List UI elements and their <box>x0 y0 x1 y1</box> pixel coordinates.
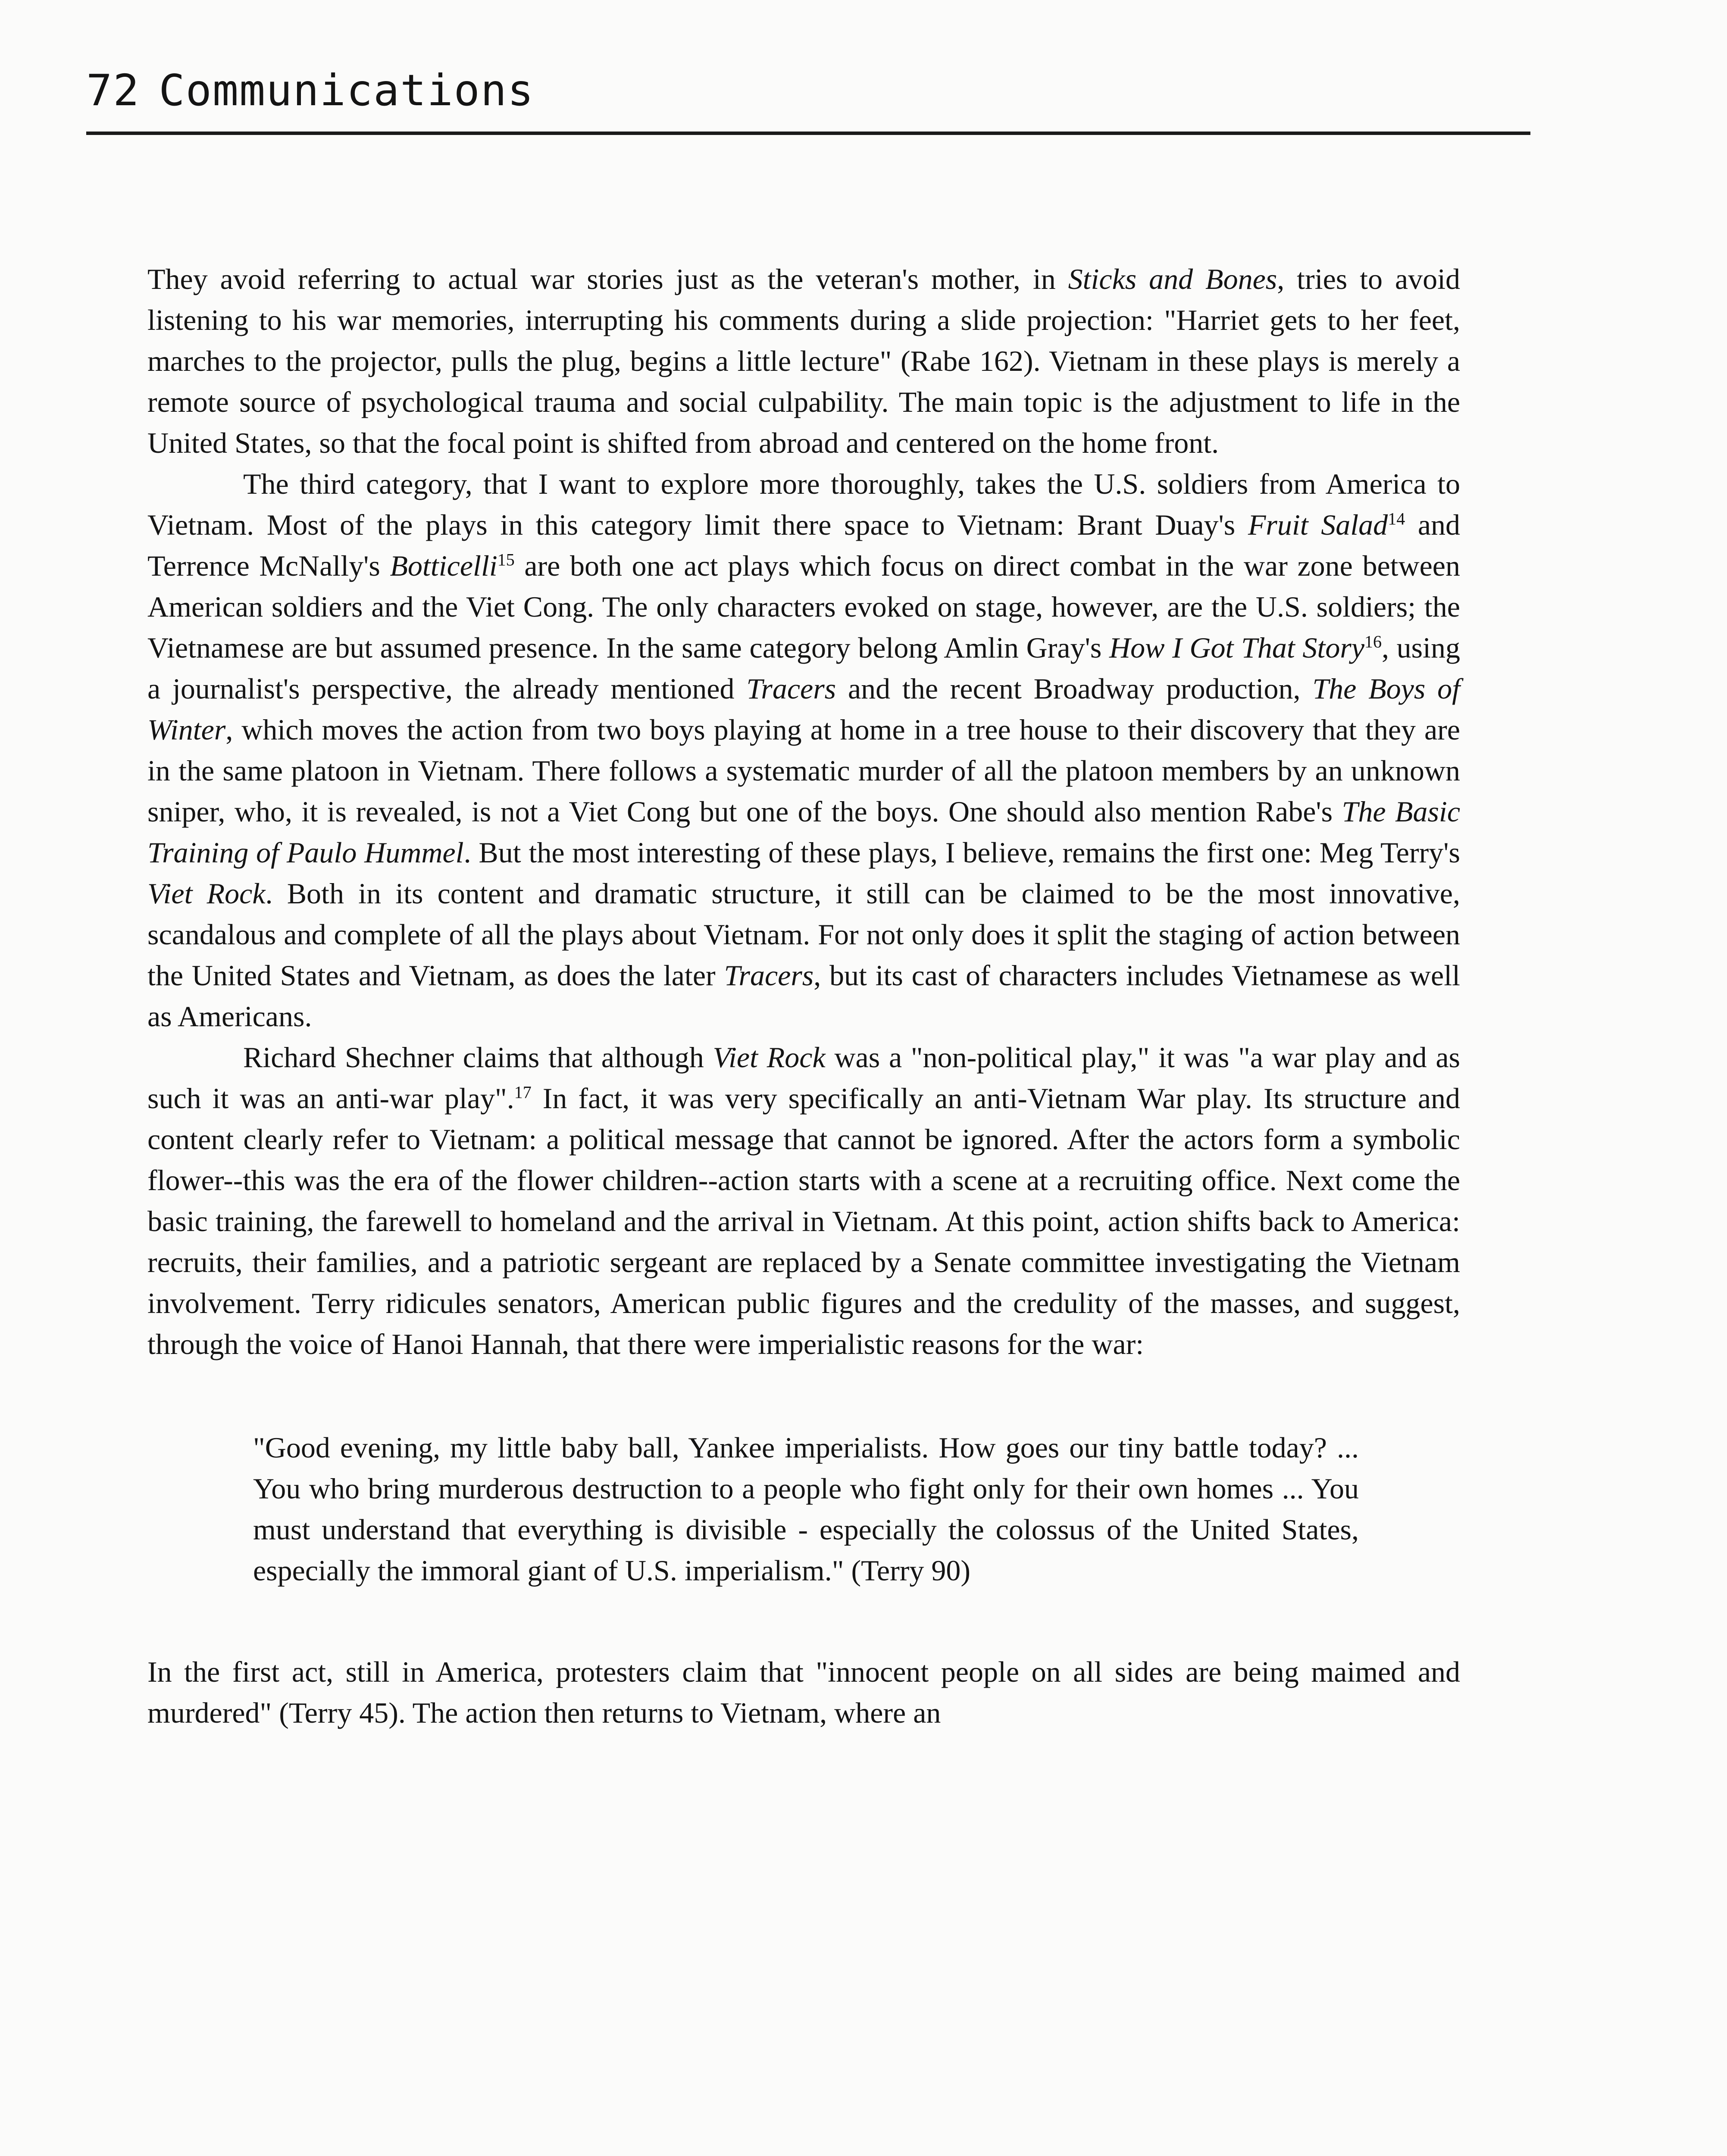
play-title: Viet Rock <box>147 877 266 910</box>
page-number: 72 <box>86 65 140 116</box>
text-run: . Both in its content and dramatic structure, it still can be claimed to be the most innovative, scandalous and complete of all the plays about Vietnam. For not only does it split the staging of action between the United States and Vietnam, as does the later <box>147 877 1460 992</box>
text-run: . But the most interesting of these plays, I believe, remains the first one: Meg Terry's <box>463 836 1460 869</box>
header-rule <box>86 132 1530 135</box>
play-title: How I Got That Story <box>1109 631 1364 664</box>
paragraph-3 <box>147 1037 1460 1365</box>
play-title: Botticelli <box>390 549 497 582</box>
text-run: , using a journalist's perspective, the already mentioned <box>147 631 1460 705</box>
play-title: The Boys of Winter <box>147 672 1461 746</box>
play-title: Viet Rock <box>713 1041 826 1074</box>
block-quote: "Good evening, my little baby ball, Yankee imperialists. How goes our tiny battle today? ... You who bring murderous destruction to a people who fight only for their own homes ... You must understand that everything is divisible - especially the colossus of the United States, especially the immoral giant of U.S. imperialism." (Terry 90) <box>253 1431 1359 1587</box>
section-title: Communications <box>159 65 535 116</box>
paragraph-2 <box>147 464 1460 1037</box>
running-head <box>86 65 1530 116</box>
text-run: , but its cast of characters includes Vietnamese as well as Americans. <box>147 959 1460 1033</box>
text-run: Richard Shechner claims that although <box>243 1041 713 1074</box>
play-title: Fruit Salad <box>1248 508 1388 541</box>
footnote-marker: 15 <box>497 550 515 570</box>
text-run: and the recent Broadway production, <box>836 672 1313 705</box>
page-header <box>86 65 1530 116</box>
paragraph-4: In the first act, still in America, protesters claim that "innocent people on all sides are being maimed and murdered" (Terry 45). The action then returns to Vietnam, where an <box>147 1655 1460 1729</box>
play-title: Tracers <box>724 959 814 992</box>
footnote-marker: 16 <box>1364 632 1382 652</box>
text-run: are both one act plays which focus on direct combat in the war zone between American soldiers and the Viet Cong. The only characters evoked on stage, however, are the U.S. soldiers; the Vietnamese are but assumed presence. In the same category belong Amlin Gray's <box>147 549 1460 664</box>
footnote-marker: 17 <box>514 1082 532 1102</box>
footnote-marker: 14 <box>1388 509 1405 529</box>
paragraph-1 <box>147 259 1460 464</box>
text-run: The third category, that I want to explore more thoroughly, takes the U.S. soldiers from America to Vietnam. Most of the plays in this category limit there space to Vietnam: Brant Duay's <box>147 467 1460 541</box>
play-title: Tracers <box>746 672 836 705</box>
text-run: In fact, it was very specifically an anti-Vietnam War play. Its structure and content clearly refer to Vietnam: a political message that cannot be ignored. After the actors form a symbolic flower--this was the era of the flower children--action starts with a scene at a recruiting office. Next come the basic training, the farewell to homeland and the arrival in Vietnam. At this point, action shifts back to America: recruits, their families, and a patriotic sergeant are replaced by a Senate committee investigating the Vietnam involvement. Terry ridicules senators, American public figures and the credulity of the masses, and suggest, through the voice of Hanoi Hannah, that there were imperialistic reasons for the war: <box>147 1082 1460 1360</box>
main-text <box>147 259 1460 1733</box>
text-run: They avoid referring to actual war stories just as the veteran's mother, in <box>147 263 1068 295</box>
text-run: and Terrence McNally's <box>147 508 1460 582</box>
text-run: was a "non-political play," it was "a war play and as such it was an anti-war play". <box>147 1041 1461 1115</box>
play-title: The Basic Training of Paulo Hummel <box>147 795 1461 869</box>
text-run: , tries to avoid listening to his war memories, interrupting his comments during a slide projection: "Harriet gets to her feet, marches to the projector, pulls the plug, begins a little lecture" (Rabe 162). Vietnam in these plays is merely a remote source of psychological trauma and social culpability. The main topic is the adjustment to life in the United States, so that the focal point is shifted from abroad and centered on the home front. <box>147 263 1460 459</box>
play-title: Sticks and Bones <box>1068 263 1277 295</box>
text-run: , which moves the action from two boys playing at home in a tree house to their discovery that they are in the same platoon in Vietnam. There follows a systematic murder of all the platoon members by an unknown sniper, who, it is revealed, is not a Viet Cong but one of the boys. One should also mention Rabe's <box>147 713 1460 828</box>
